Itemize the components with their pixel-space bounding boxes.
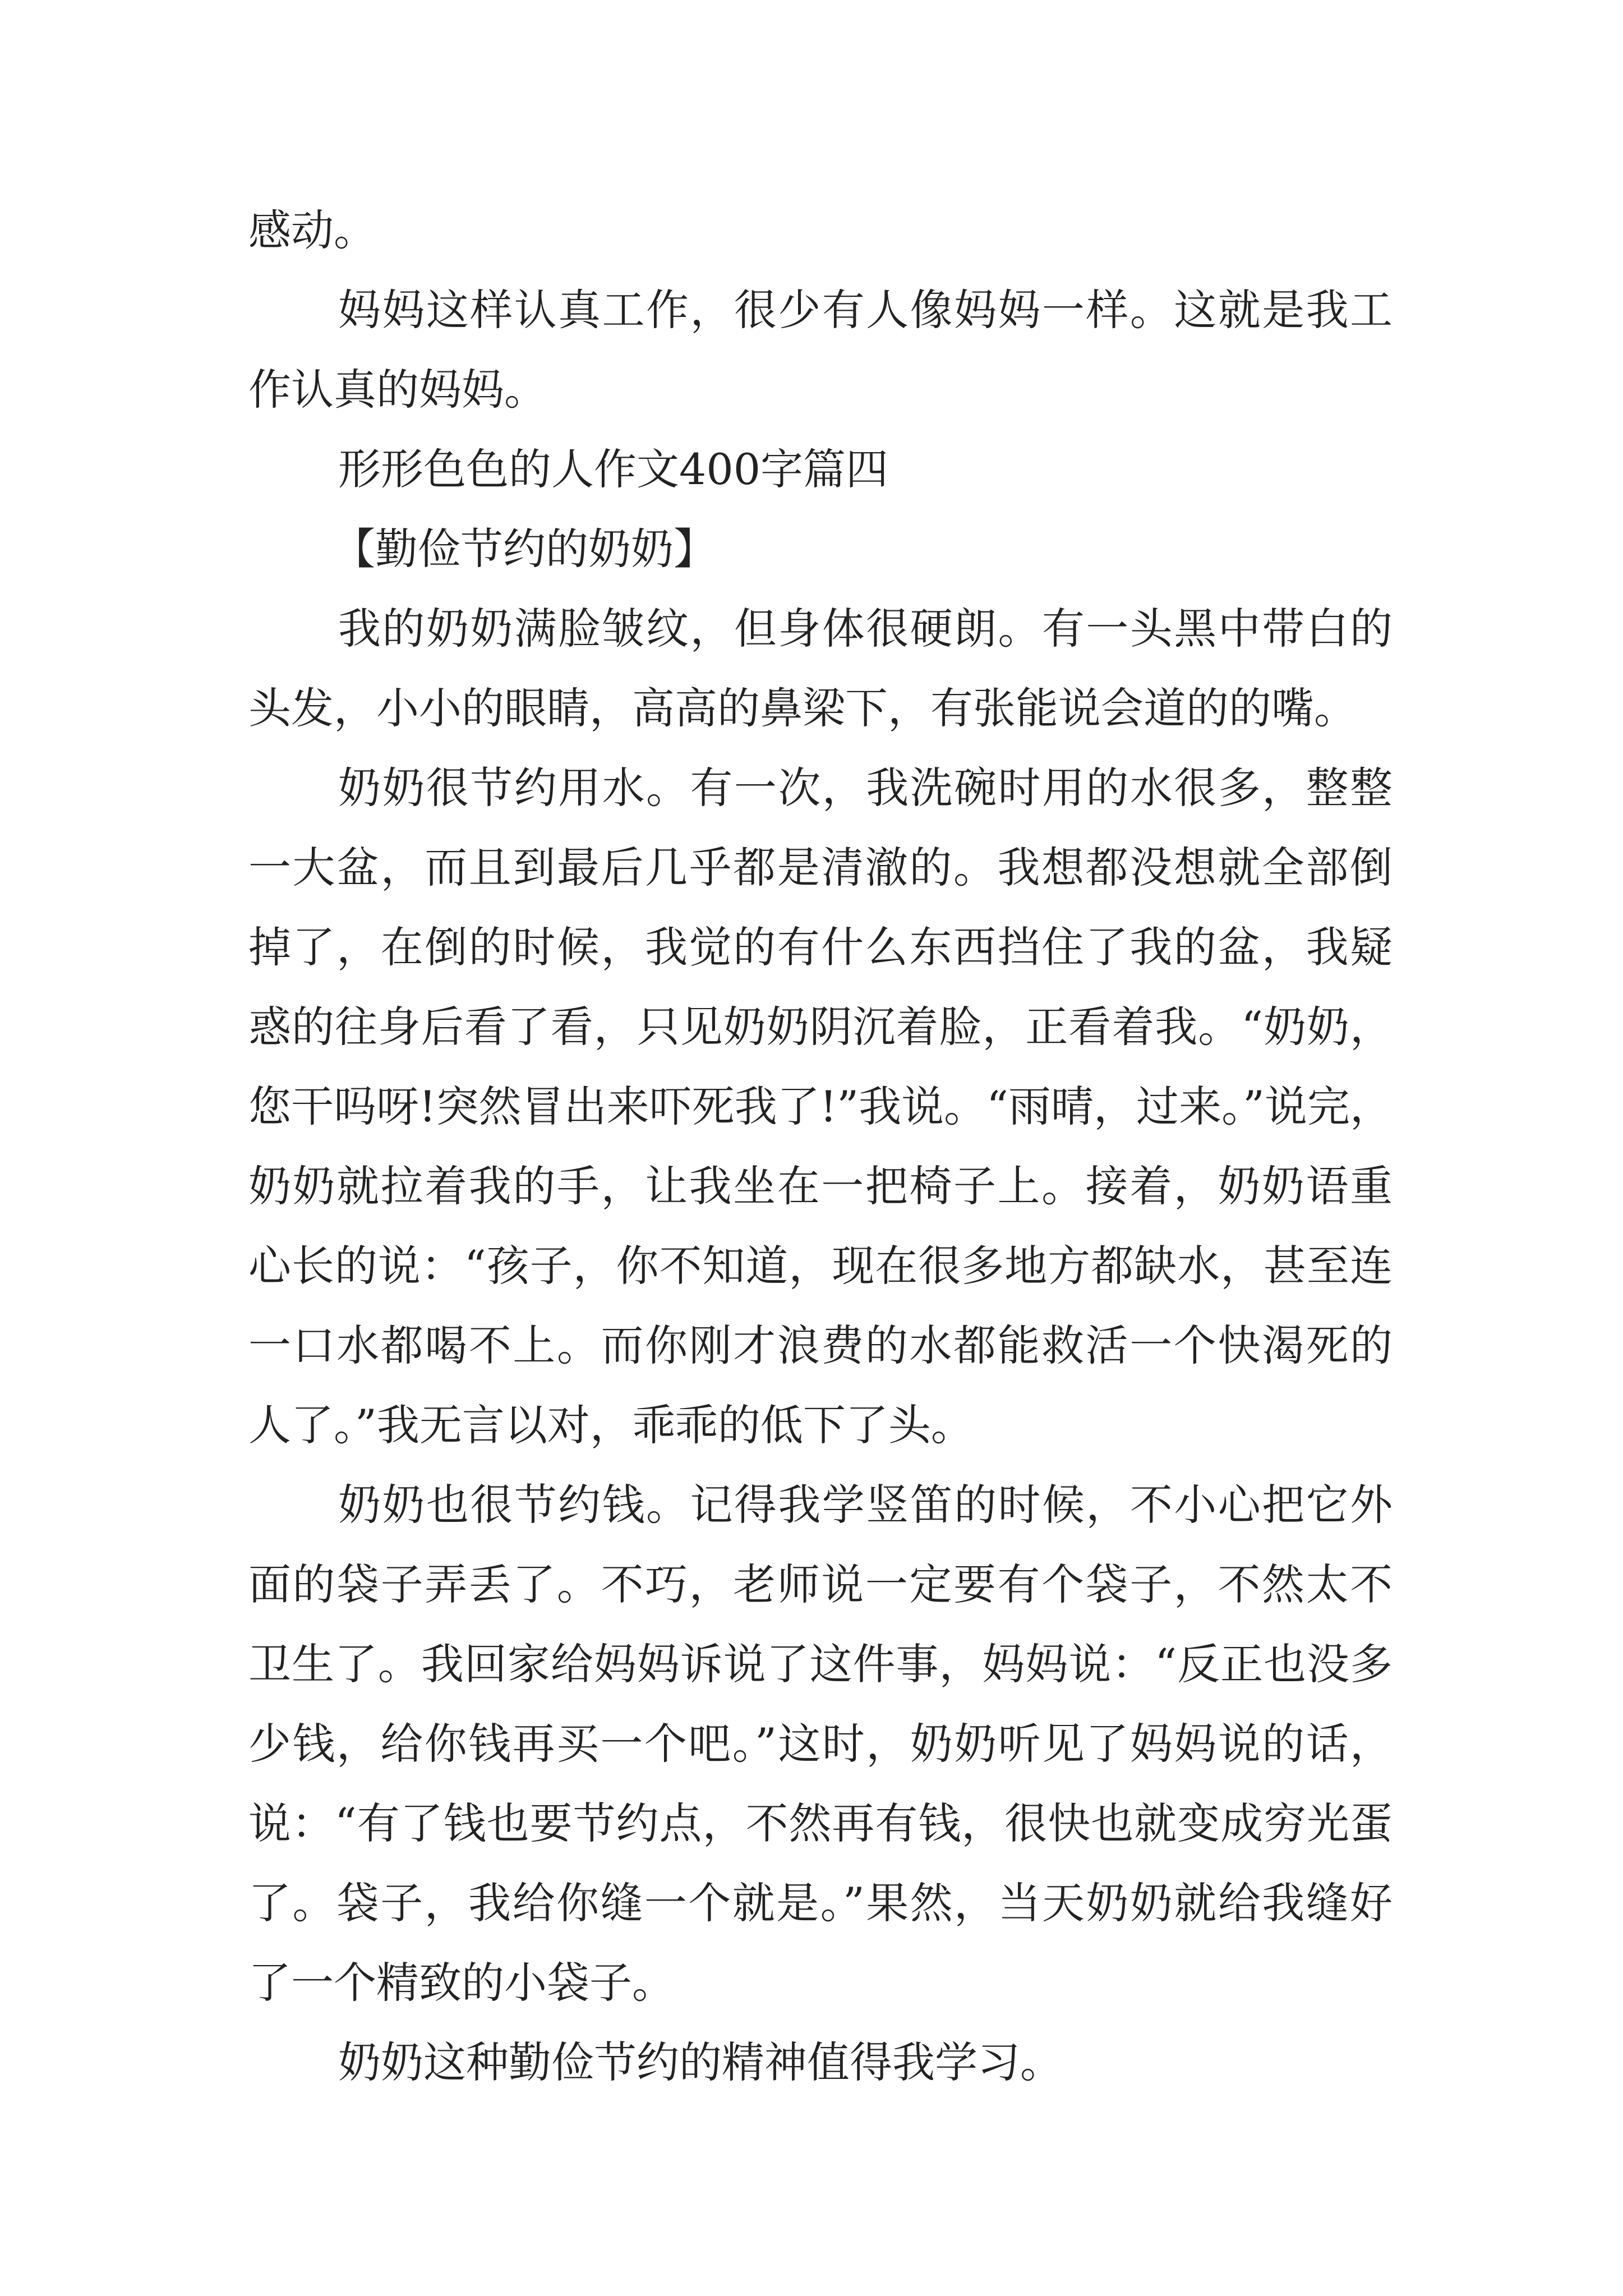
paragraph-saving-water: 奶奶很节约用水。有一次，我洗碗时用的水很多，整整一大盆，而且到最后几乎都是清澈的。我想都没想就全部倒掉了，在倒的时候，我觉的有什么东西挡住了我的盆，我疑惑的往身后看了看，只见奶奶阴沉着脸，正看着我。“奶奶，您干吗呀!突然冒出来吓死我了!”我说。“雨晴，过来。”说完，奶奶就拉着我的手，让我坐在一把椅子上。接着，奶奶语重心长的说：“孩子，你不知道，现在很多地方都缺水，甚至连一口水都喝不上。而你刚才浪费的水都能救活一个快渴死的人了。”我无言以对，乖乖的低下了头。: [248, 763, 1393, 1450]
article-subtitle: 【勤俭节约的奶奶】: [333, 524, 716, 574]
paragraph-mother-work: 妈妈这样认真工作，很少有人像妈妈一样。这就是我工作认真的妈妈。: [248, 285, 1393, 415]
section-title: 形形色色的人作文400字篇四: [338, 444, 889, 494]
paragraph-saving-money: 奶奶也很节约钱。记得我学竖笛的时候，不小心把它外面的袋子弄丢了。不巧，老师说一定要有个袋子，不然太不卫生了。我回家给妈妈诉说了这件事，妈妈说：“反正也没多少钱，给你钱再买一个吧。”这时，奶奶听见了妈妈说的话，说：“有了钱也要节约点，不然再有钱，很快也就变成穷光蛋了。袋子，我给你缝一个就是。”果然，当天奶奶就给我缝好了一个精致的小袋子。: [248, 1480, 1393, 2008]
article-body: [248, 191, 1393, 2102]
paragraph-continuation: 感动。: [248, 205, 376, 255]
paragraph-conclusion: 奶奶这种勤俭节约的精神值得我学习。: [338, 2037, 1063, 2087]
paragraph-grandma-description: 我的奶奶满脸皱纹，但身体很硬朗。有一头黑中带白的头发，小小的眼睛，高高的鼻梁下，有张能说会道的的嘴。: [248, 604, 1393, 733]
